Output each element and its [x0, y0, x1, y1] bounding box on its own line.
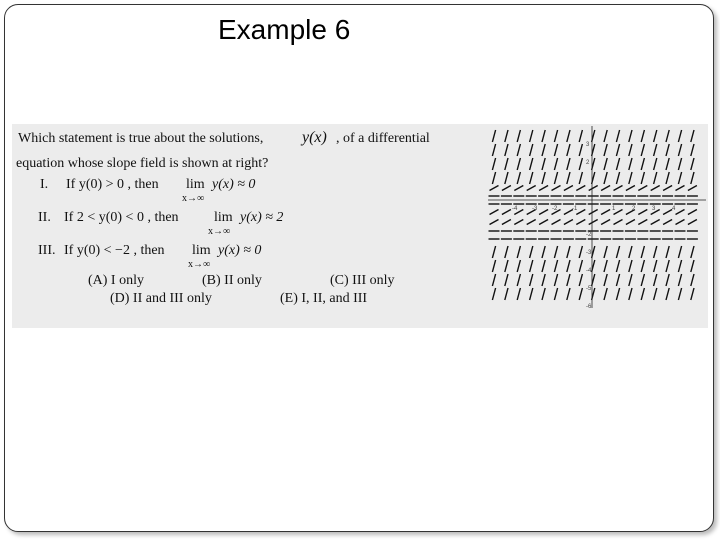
slope-field-graph [486, 124, 708, 310]
y-tick-label: 3 [586, 142, 590, 148]
y-tick-label: 2 [586, 160, 590, 166]
statement-1-num: I. [40, 177, 49, 192]
statement-1-expr: y(x) ≈ 0 [212, 177, 256, 192]
statement-2-cond: If 2 < y(0) < 0 , then [64, 210, 179, 225]
choice-d: (D) II and III only [110, 291, 212, 306]
x-tick-label: 1 [612, 206, 616, 212]
question-line-2: equation whose slope field is shown at right? [16, 156, 269, 171]
y-tick-label: -5 [586, 286, 592, 292]
x-tick-label: -2 [552, 206, 558, 212]
statement-2-expr: y(x) ≈ 2 [240, 210, 284, 225]
question-line-1-yx: y(x) [302, 129, 327, 146]
y-tick-label: -3 [586, 250, 592, 256]
statement-1-lim: lim [186, 177, 205, 192]
slope-field-background [486, 124, 708, 310]
x-tick-label: 3 [652, 206, 656, 212]
statement-3-sub: x→∞ [188, 259, 211, 270]
slide-title: Example 6 [218, 14, 351, 45]
question-line-1b: , of a differential [336, 131, 430, 146]
choice-b: (B) II only [202, 273, 262, 288]
statement-3-num: III. [38, 243, 56, 258]
x-tick-label: 2 [632, 206, 636, 212]
statement-2-num: II. [38, 210, 51, 225]
statement-3-lim: lim [192, 243, 211, 258]
question-line-1a: Which statement is true about the solutions, [18, 131, 264, 146]
y-tick-label: -2 [586, 232, 592, 238]
x-tick-label: 4 [672, 206, 676, 212]
statement-3-cond: If y(0) < −2 , then [64, 243, 165, 258]
statement-2-lim: lim [214, 210, 233, 225]
statement-1-cond: If y(0) > 0 , then [66, 177, 159, 192]
statement-1-sub: x→∞ [182, 193, 205, 204]
choice-a: (A) I only [88, 273, 144, 288]
choice-c: (C) III only [330, 273, 395, 288]
x-tick-label: -4 [512, 206, 518, 212]
statement-3-expr: y(x) ≈ 0 [218, 243, 262, 258]
statement-2-sub: x→∞ [208, 226, 231, 237]
x-tick-label: -1 [572, 206, 578, 212]
choice-e: (E) I, II, and III [280, 291, 368, 306]
x-tick-label: -3 [532, 206, 538, 212]
y-tick-label: -4 [586, 268, 592, 274]
y-tick-label: -6 [586, 304, 592, 310]
